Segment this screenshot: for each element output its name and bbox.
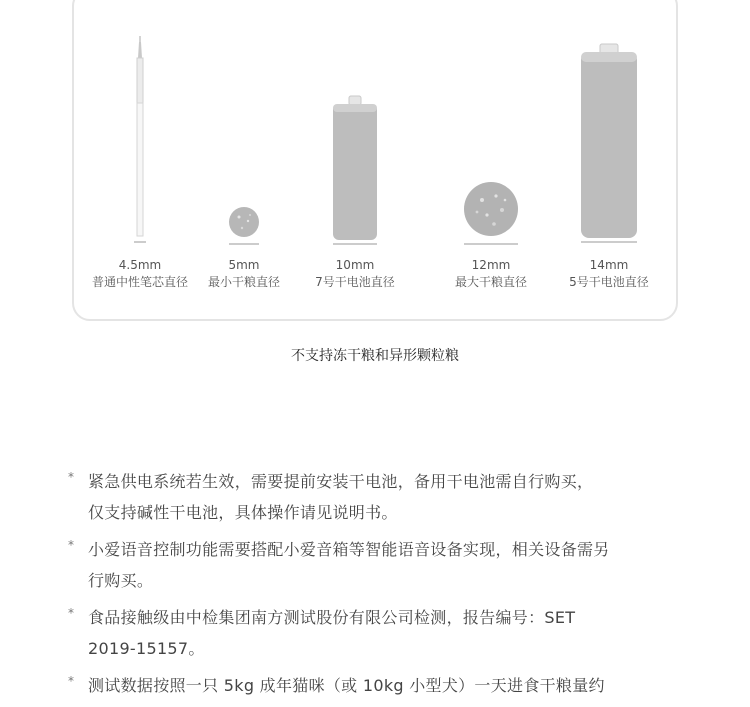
pen-refill-icon <box>130 36 150 246</box>
size-label-aaa-battery: 10mm 7号干电池直径 <box>315 258 395 289</box>
small-kibble-icon <box>226 204 262 248</box>
footnote-item: * 小爱语音控制功能需要搭配小爱音箱等智能语音设备实现，相关设备需另 行购买。 <box>68 538 610 590</box>
footnotes <box>68 466 688 707</box>
aaa-battery-icon <box>330 92 380 248</box>
footnote-item: * 食品接触级由中检集团南方测试股份有限公司检测，报告编号：SET 2019-15157。 <box>68 606 576 658</box>
aa-battery-icon <box>578 38 640 248</box>
large-kibble-icon <box>460 180 522 248</box>
footnote-item: * 紧急供电系统若生效，需要提前安装干电池，备用干电池需自行购买， 仅支持碱性干电池，具体操作请见说明书。 <box>68 470 594 522</box>
size-label-large-kibble: 12mm 最大干粮直径 <box>454 258 527 289</box>
footnote-item: * 测试数据按照一只 5kg 成年猫咪（或 10kg 小型犬）一天进食干粮量约 <box>68 674 605 695</box>
unsupported-food-note: 不支持冻干粮和异形颗粒粮 <box>291 348 459 364</box>
size-label-small-kibble: 5mm 最小干粮直径 <box>207 258 280 289</box>
size-label-aa-battery: 14mm 5号干电池直径 <box>569 258 649 289</box>
size-label-pen-refill: 4.5mm 普通中性笔芯直径 <box>91 258 188 289</box>
